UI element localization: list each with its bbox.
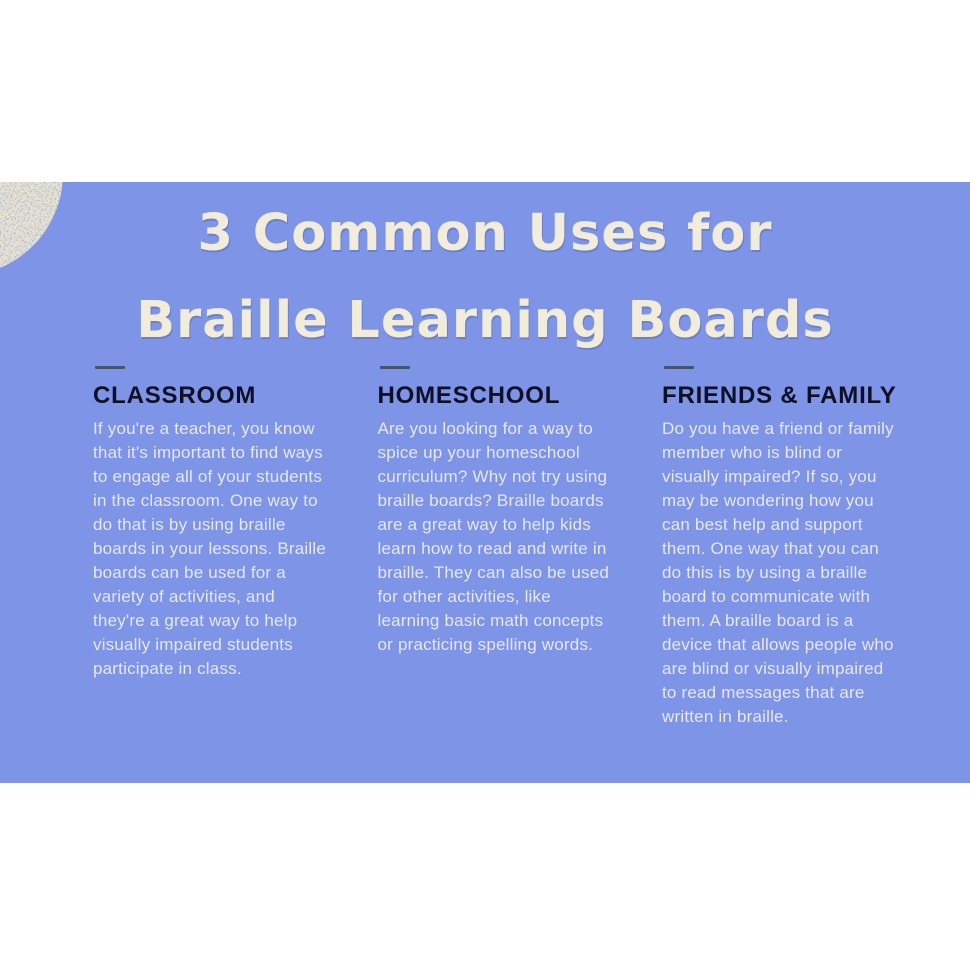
heading-dash [380,366,410,369]
column-heading: HOMESCHOOL [377,382,561,409]
slide-title [0,182,970,364]
column-friends-family [662,366,900,729]
column-body: Do you have a friend or family member who is blind or visually impaired? If so, you may be wondering how you can best help and support them. One way that you can do this is by using a braille board to communicate with them. A braille board is a device that allows people who are blind or visually impaired to read messages that are written in braille. [662,419,894,726]
slide-title-line-1: 3 Common Uses for [197,204,773,263]
column-body: Are you looking for a way to spice up your homeschool curriculum? Why not try using braille boards? Braille boards are a great way to help kids learn how to read and write in braille. They can also be used for other activities, like learning basic math concepts or practicing spelling words. [377,419,610,654]
column-heading: FRIENDS & FAMILY [662,382,897,409]
column-body: If you're a teacher, you know that it's important to find ways to engage all of your students in the classroom. One way to do that is by using braille boards in your lessons. Braille boards can be used for a variety of activities, and they're a great way to help visually impaired students participate in class. [93,419,326,678]
heading-dash [95,366,125,369]
column-classroom [93,366,331,729]
slide [0,182,970,783]
column-heading: CLASSROOM [93,382,257,409]
columns [93,366,900,729]
heading-dash [664,366,694,369]
column-homeschool [378,366,616,729]
slide-title-line-2: Braille Learning Boards [136,291,834,350]
